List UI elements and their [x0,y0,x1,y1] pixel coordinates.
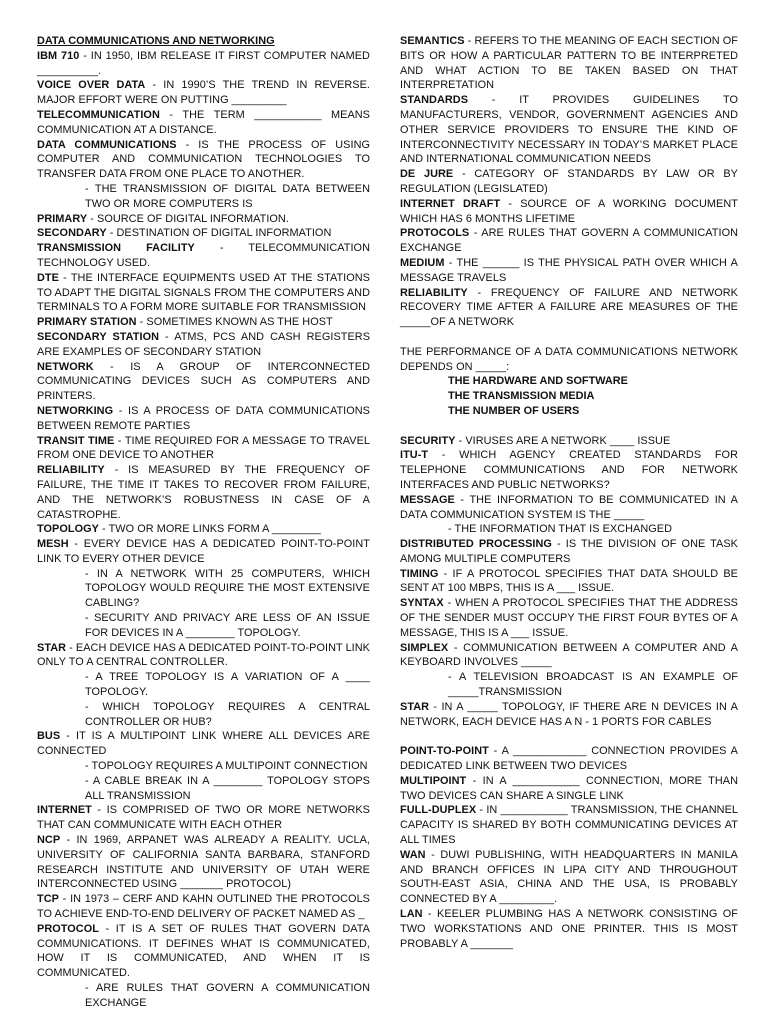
term-separator: - [136,316,147,329]
glossary-entry [37,315,370,330]
glossary-term: STANDARDS [400,94,469,107]
glossary-term: IBM 710 [37,49,80,62]
term-separator: - [58,893,71,906]
glossary-term: MULTIPOINT [400,774,467,787]
term-separator: - [466,774,483,787]
glossary-definition: - A TELEVISION BROADCAST IS AN EXAMPLE OF _____TRANSMISSION [448,671,738,699]
glossary-entry [400,448,738,492]
glossary-entry [400,93,738,167]
term-separator: - [438,567,453,580]
term-separator: - [464,35,475,47]
term-separator: - [60,730,76,743]
glossary-definition: IS COMPRISED OF TWO OR MORE NETWORKS THAT CAN COMMUNICATE WITH EACH OTHER [37,804,370,832]
glossary-definition: TWO OR MORE LINKS FORM A ________ [108,523,321,536]
term-separator: - [91,804,107,817]
glossary-entry [400,167,738,197]
term-separator: - [500,197,521,210]
glossary-term: MESSAGE [400,493,455,506]
glossary-term: PRIMARY STATION [37,316,137,329]
glossary-entry [400,744,738,774]
glossary-entry [37,212,370,227]
glossary-term: TRANSMISSION FACILITY [37,242,195,255]
glossary-term: INTERNET [37,804,92,817]
term-separator: - [194,242,249,255]
term-separator: - [79,49,91,62]
glossary-note [37,759,370,774]
glossary-entry [400,34,738,93]
glossary-definition: - WHICH TOPOLOGY REQUIRES A CENTRAL CONTROLLER OR HUB? [85,700,370,728]
glossary-term: TRANSIT TIME [37,434,115,447]
glossary-entry [37,108,370,138]
glossary-entry [37,537,370,567]
glossary-definition: EACH DEVICE HAS A DEDICATED POINT-TO-POINT LINK ONLY TO A CENTRAL CONTROLLER. [37,641,370,669]
glossary-definition: A ____________ CONNECTION PROVIDES A DEDICATED LINK BETWEEN TWO DEVICES [400,745,738,773]
glossary-term: DE JURE [400,168,454,181]
glossary-entry [37,241,370,271]
glossary-term: NETWORK [37,360,94,373]
glossary-entry [400,537,738,567]
glossary-entry [400,907,738,951]
glossary-note [37,670,370,700]
glossary-term: TCP [37,893,59,906]
glossary-entry [37,729,370,759]
glossary-term: TELECOMMUNICATION [37,108,160,121]
term-separator: - [93,360,131,373]
performance-factor-item: THE HARDWARE AND SOFTWARE [448,375,628,388]
glossary-definition: IT PROVIDES GUIDELINES TO MANUFACTURERS, VENDOR, GOVERNMENT AGENCIES AND OTHER SERVICE PROVIDERS TO ENSURE THE KIND OF INTERCONNECTIVITY NECESSARY IN TODAY’S MARKET PLACE AND INTERNATIONAL COMMUNICATION NEEDS [400,94,738,166]
term-separator: - [428,449,460,462]
glossary-entry [37,922,370,981]
term-separator: - [58,271,71,284]
glossary-definition: IN A _____ TOPOLOGY, IF THERE ARE N DEVICES IN A NETWORK, EACH DEVICE HAS A N - 1 PORTS FOR CABLES [400,700,738,728]
glossary-note [400,522,738,537]
glossary-definition: THE INTERFACE EQUIPMENTS USED AT THE STATIONS TO ADAPT THE DIGITAL SIGNALS FROM THE COMPUTERS AND TERMINALS TO A FORM MORE SUITABLE FOR TRANSMISSION [37,271,370,314]
glossary-term: SEMANTICS [400,35,465,47]
glossary-term: STAR [37,641,67,654]
glossary-entry [37,833,370,892]
glossary-entry [37,463,370,522]
term-separator: - [443,597,456,610]
performance-factor-item: THE TRANSMISSION MEDIA [448,390,595,403]
glossary-term: SECONDARY [37,227,107,240]
glossary-term: WAN [400,848,426,861]
term-separator: - [66,641,76,654]
glossary-entry [37,434,370,464]
term-separator: - [60,834,77,847]
glossary-term: TOPOLOGY [37,523,99,536]
term-separator: - [469,227,482,240]
glossary-entry [400,700,738,730]
term-separator: - [454,493,470,506]
term-separator: - [425,848,441,861]
glossary-entry [400,774,738,804]
glossary-term: VOICE OVER DATA [37,79,146,92]
glossary-definition: IN 1973 – CERF AND KAHN OUTLINED THE PROTOCOLS TO ACHIEVE END-TO-END DELIVERY OF PACKET NAMED AS _ [37,893,370,921]
glossary-entry [400,434,738,449]
term-separator: - [176,138,199,151]
glossary-definition: SOURCE OF A WORKING DOCUMENT WHICH HAS 6 MONTHS LIFETIME [400,197,738,225]
glossary-entry [400,803,738,847]
glossary-definition: THE ______ IS THE PHYSICAL PATH OVER WHICH A MESSAGE TRAVELS [400,256,738,284]
glossary-definition: IN A ___________ CONNECTION, MORE THAN TWO DEVICES CAN SHARE A SINGLE LINK [400,774,738,802]
term-separator: - [476,804,487,817]
glossary-definition: IN 1969, ARPANET WAS ALREADY A REALITY. UCLA, UNIVERSITY OF CALIFORNIA SANTA BARBARA, STANFORD RESEARCH INSTITUTE AND UNIVERSITY OF UTAH WERE INTERCONNECTED USING _______ PROTOCOL) [37,834,370,891]
glossary-definition: - A TREE TOPOLOGY IS A VARIATION OF A ____ TOPOLOGY. [85,671,370,699]
glossary-definition: IN 1990’S THE TREND IN REVERSE. MAJOR EFFORT WERE ON PUTTING _________ [37,79,370,107]
left-column [37,34,370,1024]
term-separator: - [159,108,183,121]
glossary-definition: ARE RULES THAT GOVERN A COMMUNICATION EXCHANGE [400,227,738,255]
glossary-entry [37,522,370,537]
term-separator: - [68,538,84,551]
glossary-term: TIMING [400,567,439,580]
glossary-definition: IS THE PROCESS OF USING COMPUTER AND COMMUNICATION TECHNOLOGIES TO TRANSFER DATA FROM ONE PLACE TO ANOTHER. [37,138,371,181]
term-separator: - [422,908,437,921]
glossary-term: INTERNET DRAFT [400,197,501,210]
glossary-term: ITU-T [400,449,429,462]
right-column [400,34,738,1024]
glossary-term: DISTRIBUTED PROCESSING [400,538,552,551]
term-separator: - [98,922,116,935]
glossary-term: FULL-DUPLEX [400,804,477,817]
glossary-definition: CATEGORY OF STANDARDS BY LAW OR BY REGULATION (LEGISLATED) [400,168,738,195]
glossary-term: PROTOCOL [37,922,99,935]
term-separator: - [467,286,491,299]
term-separator: - [106,227,117,240]
glossary-definition: TIME REQUIRED FOR A MESSAGE TO TRAVEL FROM ONE DEVICE TO ANOTHER [37,434,370,462]
glossary-definition: IS A GROUP OF INTERCONNECTED COMMUNICATING DEVICES SUCH AS COMPUTERS AND PRINTERS. [37,360,370,403]
glossary-definition: IS THE DIVISION OF ONE TASK AMONG MULTIPLE COMPUTERS [400,538,738,565]
glossary-definition: FREQUENCY OF FAILURE AND NETWORK RECOVERY TIME AFTER A FAILURE ARE MEASURES OF THE _____OF A NETWORK [400,286,738,329]
glossary-term: POINT-TO-POINT [400,745,489,758]
term-separator: - [453,168,475,181]
glossary-entry [400,197,738,227]
glossary-term: SIMPLEX [400,641,449,654]
glossary-definition: - THE TRANSMISSION OF DIGITAL DATA BETWEEN TWO OR MORE COMPUTERS IS [85,182,370,210]
glossary-term: PRIMARY [37,212,88,225]
term-separator: - [444,256,457,269]
term-separator: - [98,523,109,536]
glossary-definition: - SECURITY AND PRIVACY ARE LESS OF AN ISSUE FOR DEVICES IN A ________ TOPOLOGY. [85,612,370,639]
page-title: DATA COMMUNICATIONS AND NETWORKING [37,35,275,47]
glossary-definition: IN ___________ TRANSMISSION, THE CHANNEL CAPACITY IS SHARED BY BOTH COMMUNICATING DEVICES AT ALL TIMES [400,804,738,847]
glossary-entry [400,641,738,671]
glossary-term: MEDIUM [400,256,445,269]
glossary-definition: COMMUNICATION BETWEEN A COMPUTER AND A KEYBOARD INVOLVES _____ [400,641,738,669]
glossary-entry [37,271,370,315]
glossary-note [400,345,738,375]
glossary-entry [37,78,370,108]
glossary-note [37,774,370,804]
glossary-definition: IS A PROCESS OF DATA COMMUNICATIONS BETWEEN REMOTE PARTIES [37,404,370,432]
glossary-entry [37,49,370,79]
glossary-definition: KEELER PLUMBING HAS A NETWORK CONSISTING OF TWO WORKSTATIONS AND ONE PRINTER. THIS IS MOST PROBABLY A _______ [400,908,738,950]
term-separator: - [448,641,464,654]
term-separator: - [429,700,442,713]
glossary-term: SECURITY [400,434,456,447]
term-separator: - [159,330,175,343]
glossary-entry [37,330,370,360]
glossary-definition: - TOPOLOGY REQUIRES A MULTIPOINT CONNECTION [85,760,368,773]
glossary-definition: WHICH AGENCY CREATED STANDARDS FOR TELEPHONE COMMUNICATIONS AND FOR NETWORK INTERFACES AND PUBLIC NETWORKS? [400,449,738,491]
glossary-entry [400,848,738,907]
glossary-term: DTE [37,271,59,284]
glossary-definition: DESTINATION OF DIGITAL INFORMATION [116,227,332,240]
term-separator: - [87,212,98,225]
glossary-entry [400,567,738,597]
glossary-note [37,981,370,1011]
glossary-entry [400,226,738,256]
spacer [400,330,738,345]
glossary-entry [37,892,370,922]
glossary-definition: IF A PROTOCOL SPECIFIES THAT DATA SHOULD BE SENT AT 100 MBPS, THIS IS A ___ ISSUE. [400,567,738,595]
glossary-entry [37,360,370,404]
term-separator: - [488,745,502,758]
glossary-term: BUS [37,730,61,743]
glossary-entry [37,138,370,182]
glossary-entry [400,493,738,523]
performance-factor-item: THE NUMBER OF USERS [448,404,580,417]
term-separator: - [551,538,566,551]
glossary-definition: THE INFORMATION TO BE COMMUNICATED IN A DATA COMMUNICATION SYSTEM IS THE _____ [400,493,738,521]
glossary-term: PROTOCOLS [400,227,470,240]
glossary-definition: SOMETIMES KNOWN AS THE HOST [146,316,333,329]
glossary-definition: ATMS, PCS AND CASH REGISTERS ARE EXAMPLES OF SECONDARY STATION [37,330,371,358]
glossary-term: MESH [37,538,69,551]
glossary-entry [400,256,738,286]
glossary-definition: DUWI PUBLISHING, WITH HEADQUARTERS IN MANILA AND BRANCH OFFICES IN LIPA CITY AND THROUGHOUT SOUTH-EAST ASIA, CHINA AND THE USA, IS PROBABLY CONNECTED BY A _________. [400,848,738,906]
glossary-term: RELIABILITY [400,286,468,299]
term-separator: - [468,94,520,107]
term-separator: - [455,434,466,447]
glossary-definition: - A CABLE BREAK IN A ________ TOPOLOGY STOPS ALL TRANSMISSION [85,774,370,802]
spacer [400,729,738,744]
spacer [400,419,738,434]
glossary-definition: IN 1950, IBM RELEASE IT FIRST COMPUTER NAMED __________. [37,49,370,77]
glossary-term: SECONDARY STATION [37,330,160,343]
glossary-term: SYNTAX [400,597,444,610]
glossary-definition: IT IS A SET OF RULES THAT GOVERN DATA COMMUNICATIONS. IT DEFINES WHAT IS COMMUNICATED, HOW IT IS COMMUNICATED, AND WHEN IT IS COMMUNICATED. [37,922,370,980]
glossary-note [400,670,738,700]
glossary-term: NCP [37,834,61,847]
glossary-definition: - THE INFORMATION THAT IS EXCHANGED [448,523,673,536]
glossary-entry [37,226,370,241]
term-separator: - [113,404,129,417]
glossary-entry [37,404,370,434]
glossary-term: LAN [400,908,423,921]
glossary-definition: IT IS A MULTIPOINT LINK WHERE ALL DEVICES ARE CONNECTED [37,730,370,758]
glossary-definition: THE PERFORMANCE OF A DATA COMMUNICATIONS NETWORK DEPENDS ON _____: [400,345,738,373]
glossary-definition: SOURCE OF DIGITAL INFORMATION. [97,212,289,225]
glossary-definition: TELECOMMUNICATION TECHNOLOGY USED. [37,242,370,269]
glossary-definition: IS MEASURED BY THE FREQUENCY OF FAILURE, THE TIME IT TAKES TO RECOVER FROM FAILURE, AND THE NETWORK’S ROBUSTNESS IN CASE OF A CATASTROPHE. [37,464,370,521]
glossary-note [37,611,370,641]
glossary-term: NETWORKING [37,404,114,417]
glossary-note [37,700,370,730]
glossary-note [37,182,370,212]
glossary-entry [400,596,738,640]
term-separator: - [145,79,164,92]
glossary-term: DATA COMMUNICATIONS [37,138,177,151]
glossary-entry [37,641,370,671]
glossary-entry [400,286,738,330]
glossary-definition: EVERY DEVICE HAS A DEDICATED POINT-TO-POINT LINK TO EVERY OTHER DEVICE [37,538,370,565]
glossary-definition: VIRUSES ARE A NETWORK ____ ISSUE [465,434,671,447]
term-separator: - [104,464,129,477]
glossary-definition: WHEN A PROTOCOL SPECIFIES THAT THE ADDRESS OF THE SENDER MUST OCCUPY THE FIRST FOUR BYTES OF A MESSAGE, THIS IS A ___ ISSUE. [400,597,738,639]
glossary-term: STAR [400,700,430,713]
term-separator: - [114,434,125,447]
glossary-note [37,567,370,611]
glossary-definition: - ARE RULES THAT GOVERN A COMMUNICATION EXCHANGE [85,982,370,1009]
glossary-definition: - IN A NETWORK WITH 25 COMPUTERS, WHICH TOPOLOGY WOULD REQUIRE THE MOST EXTENSIVE CABLING? [85,567,370,610]
glossary-definition: REFERS TO THE MEANING OF EACH SECTION OF BITS OR HOW A PARTICULAR PATTERN TO BE INTERPRETED AND WHAT ACTION TO BE TAKEN BASED ON THAT INTERPRETATION [400,35,738,92]
glossary-entry [37,803,370,833]
glossary-term: RELIABILITY [37,464,105,477]
glossary-definition: THE TERM ___________ MEANS COMMUNICATION AT A DISTANCE. [37,108,370,136]
